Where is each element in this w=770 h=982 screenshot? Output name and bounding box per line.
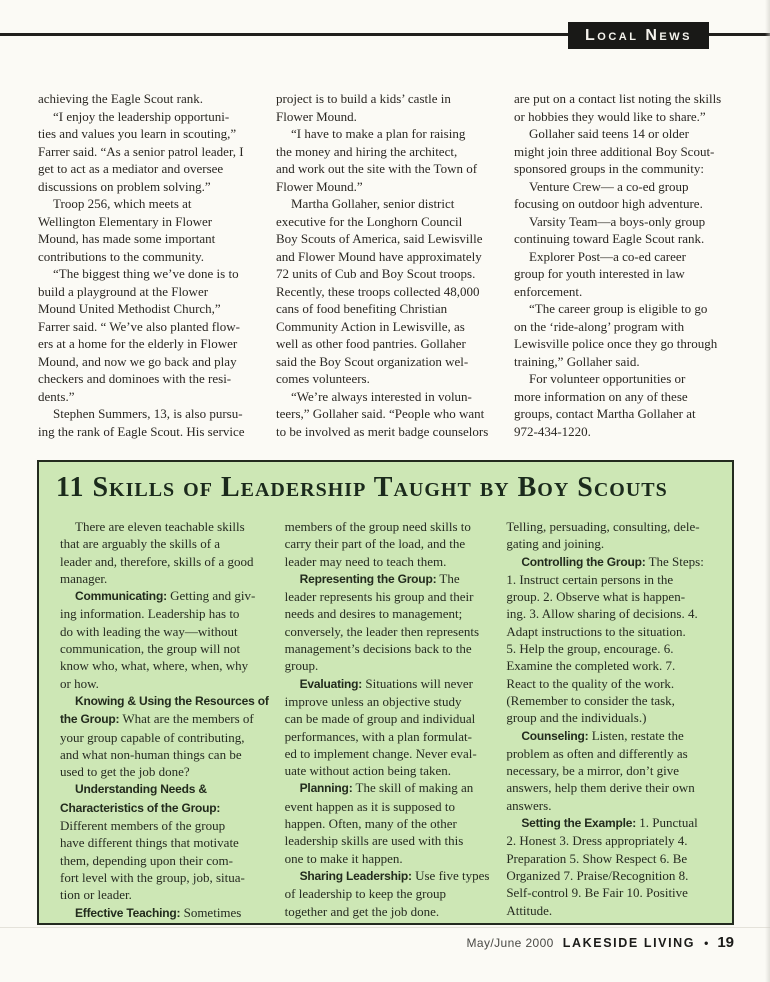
text-line: know who, what, where, when, why xyxy=(60,658,249,674)
text-line: ing. 3. Allow sharing of decisions. 4. xyxy=(506,606,698,622)
text-line: Effective Teaching: Sometimes xyxy=(75,904,242,920)
text-line: Community Action in Lewisville, as xyxy=(276,318,465,334)
text-line: Mound United Methodist Church,” xyxy=(38,301,221,316)
text-line: checkers and dominoes with the resi- xyxy=(38,371,232,386)
text-line: Flower Mound. xyxy=(276,108,357,124)
text-line: group and the individuals.) xyxy=(506,710,647,726)
local-news-badge xyxy=(568,22,709,49)
skills-column-3 xyxy=(506,518,712,922)
text-line: 5. Help the group, encourage. 6. xyxy=(506,641,674,657)
text-line: together and get the job done. xyxy=(284,903,440,919)
text-line: that are arguably the skills of a xyxy=(60,536,221,552)
text-line: Understanding Needs & xyxy=(75,782,207,797)
text-line: uate without action being taken. xyxy=(284,763,452,779)
text-line: or how. xyxy=(60,675,99,691)
footer-page-number: 19 xyxy=(717,934,734,951)
text-line: performances, with a plan formulat- xyxy=(284,728,472,744)
text-line: 972-434-1220. xyxy=(514,423,591,439)
footer-publication-name: LAKESIDE LIVING xyxy=(562,936,696,950)
text-line: Recently, these troops collected 48,000 xyxy=(276,283,480,299)
text-line: “I enjoy the leadership opportuni- xyxy=(53,108,230,124)
text-line: Attitude. xyxy=(506,902,553,918)
skills-column-1 xyxy=(60,518,269,922)
text-line: 2. Honest 3. Dress appropriately 4. xyxy=(506,833,688,849)
text-line: them, depending upon their com- xyxy=(60,852,233,868)
text-line: the money and hiring the architect, xyxy=(276,143,458,159)
text-line: For volunteer opportunities or xyxy=(529,371,686,386)
text-line: “The career group is eligible to go xyxy=(529,301,708,316)
text-line: sponsored groups in the community: xyxy=(514,161,704,176)
text-line: comes volunteers. xyxy=(276,371,370,386)
text-line: tion or leader. xyxy=(60,887,132,903)
text-line: more information on any of these xyxy=(514,388,688,404)
text-line: Setting the Example: 1. Punctual xyxy=(521,815,698,831)
text-line: members of the group need skills to xyxy=(284,519,471,534)
text-line: Sharing Leadership: Use five types xyxy=(299,867,490,883)
text-line: Farrer said. “ We’ve also planted flow- xyxy=(38,318,240,334)
text-line: cans of food benefiting Christian xyxy=(276,301,448,316)
text-line: answers. xyxy=(506,797,552,813)
text-line: contributions to the community. xyxy=(38,248,204,264)
text-line: Stephen Summers, 13, is also pursu- xyxy=(53,406,243,421)
text-line: enforcement. xyxy=(514,283,583,299)
text-line: training,” Gollaher said. xyxy=(514,353,640,369)
text-line: happen. Often, many of the other xyxy=(284,816,457,832)
text-line: fort level with the group, job, situa- xyxy=(60,869,245,885)
skills-sidebar-box xyxy=(37,460,734,925)
text-line: can be made of group and individual xyxy=(284,711,476,727)
text-line: build a playground at the Flower xyxy=(38,283,209,299)
text-line: group. 2. Observe what is happen- xyxy=(506,589,686,605)
text-line: group. xyxy=(284,658,319,674)
text-line: are put on a contact list noting the skills xyxy=(514,91,722,106)
text-line: Farrer said. “As a senior patrol leader, I xyxy=(38,143,244,159)
text-line: “We’re always interested in volun- xyxy=(291,388,472,404)
text-line: Counseling: Listen, restate the xyxy=(521,727,684,743)
text-line: event happen as it is supposed to xyxy=(284,798,456,814)
text-line: used to get the job done? xyxy=(60,764,190,780)
text-line: Flower Mound.” xyxy=(276,178,363,194)
text-line: ing the rank of Eagle Scout. His service xyxy=(38,423,245,439)
footer-issue-date: May/June 2000 xyxy=(466,936,554,950)
text-line: management’s decisions back to the xyxy=(284,641,472,657)
text-line: executive for the Longhorn Council xyxy=(276,213,463,229)
text-line: well as other food pantries. Gollaher xyxy=(276,336,466,351)
text-line: Boy Scouts of America, said Lewisville xyxy=(276,231,483,246)
text-line: conversely, the leader then represents xyxy=(284,623,480,639)
text-line: ed to implement change. Never eval- xyxy=(284,745,477,761)
text-line: Planning: The skill of making an xyxy=(299,780,474,796)
text-line: carry their part of the load, and the xyxy=(284,536,466,552)
text-line: necessary, be a mirror, don’t give xyxy=(506,763,680,779)
text-line: Characteristics of the Group: xyxy=(60,800,221,815)
text-line: Gollaher said teens 14 or older xyxy=(529,126,689,141)
text-line: There are eleven teachable skills xyxy=(75,519,245,534)
text-line: Telling, persuading, consulting, dele- xyxy=(506,519,700,534)
text-line: groups, contact Martha Gollaher at xyxy=(514,406,696,421)
text-line: do with leading the way—without xyxy=(60,623,238,639)
scan-edge-shadow xyxy=(765,0,770,982)
text-line: and what non-human things can be xyxy=(60,746,242,762)
text-line: Communicating: Getting and giv- xyxy=(75,588,256,604)
text-line: the Group: What are the members of xyxy=(60,711,254,727)
text-line: Mound, has made some important xyxy=(38,231,216,246)
text-line: leader may need to teach them. xyxy=(284,553,447,569)
text-line: group for youth interested in law xyxy=(514,266,685,281)
text-line: Representing the Group: The xyxy=(299,570,460,586)
text-line: Controlling the Group: The Steps: xyxy=(521,553,704,569)
text-line: or hobbies they would like to share.” xyxy=(514,108,706,124)
text-line: “The biggest thing we’ve done is to xyxy=(53,266,239,281)
text-line: dents.” xyxy=(38,388,75,404)
text-line: 1. Instruct certain persons in the xyxy=(506,571,674,587)
article-column-3 xyxy=(514,90,735,440)
text-line: ties and values you learn in scouting,” xyxy=(38,126,237,141)
text-line: problem as often and differently as xyxy=(506,745,688,761)
text-line: have different things that motivate xyxy=(60,835,239,851)
text-line: teers,” Gollaher said. “People who want xyxy=(276,406,485,421)
text-line: Mound, and now we go back and play xyxy=(38,353,237,369)
text-line: ers at a home for the elderly in Flower xyxy=(38,336,238,351)
text-line: project is to build a kids’ castle in xyxy=(276,91,451,106)
page-footer xyxy=(467,934,735,951)
text-line: continuing toward Eagle Scout rank. xyxy=(514,231,705,246)
text-line: might join three additional Boy Scout- xyxy=(514,143,715,159)
text-line: improve unless an objective study xyxy=(284,693,462,709)
skills-box-title: 11 Skills of Leadership Taught by Boy Scouts xyxy=(56,472,668,503)
text-line: Knowing & Using the Resources of xyxy=(75,693,269,708)
text-line: “I have to make a plan for raising xyxy=(291,126,466,141)
text-line: your group capable of contributing, xyxy=(60,729,245,745)
article-column-1 xyxy=(38,90,259,440)
text-line: (Remember to consider the task, xyxy=(506,692,675,708)
text-line: said the Boy Scout organization wel- xyxy=(276,353,469,369)
text-line: Martha Gollaher, senior district xyxy=(291,196,455,211)
skills-box-columns xyxy=(60,518,712,922)
text-line: leadership skills are used with this xyxy=(284,833,464,849)
text-line: on the ‘ride-along’ program with xyxy=(514,318,685,334)
text-line: 72 units of Cub and Boy Scout troops. xyxy=(276,266,476,281)
text-line: of leadership to keep the group xyxy=(284,886,446,902)
text-line: ing information. Leadership has to xyxy=(60,606,240,622)
text-line: get to act as a mediator and oversee xyxy=(38,161,224,176)
text-line: needs and desires to management; xyxy=(284,606,463,622)
text-line: Self-control 9. Be Fair 10. Positive xyxy=(506,885,688,901)
text-line: communication, the group will not xyxy=(60,641,241,657)
text-line: Adapt instructions to the situation. xyxy=(506,623,686,639)
footer-rule xyxy=(0,927,770,928)
text-line: Different members of the group xyxy=(60,818,226,834)
text-line: Preparation 5. Show Respect 6. Be xyxy=(506,850,688,866)
text-line: React to the quality of the work. xyxy=(506,675,675,691)
text-line: discussions on problem solving.” xyxy=(38,178,211,194)
text-line: Organized 7. Praise/Recognition 8. xyxy=(506,867,689,883)
text-line: and work out the site with the Town of xyxy=(276,161,478,176)
text-line: and Flower Mound have approximately xyxy=(276,248,482,264)
text-line: Troop 256, which meets at xyxy=(53,196,192,211)
text-line: leader and, therefore, skills of a good xyxy=(60,553,254,569)
skills-column-2 xyxy=(285,518,491,922)
article-body xyxy=(38,90,735,440)
text-line: Venture Crew— a co-ed group xyxy=(529,178,689,194)
article-column-2 xyxy=(276,90,497,440)
text-line: gating and joining. xyxy=(506,536,605,552)
footer-bullet: • xyxy=(704,936,709,950)
text-line: leader represents his group and their xyxy=(284,589,474,605)
text-line: achieving the Eagle Scout rank. xyxy=(38,91,203,106)
text-line: one to make it happen. xyxy=(284,850,403,866)
text-line: to be involved as merit badge counselors xyxy=(276,423,489,439)
text-line: Wellington Elementary in Flower xyxy=(38,213,213,229)
text-line: focusing on outdoor high adventure. xyxy=(514,196,703,211)
text-line: Explorer Post—a co-ed career xyxy=(529,248,687,264)
text-line: answers, help them derive their own xyxy=(506,780,695,796)
text-line: Varsity Team—a boys-only group xyxy=(529,213,706,229)
text-line: Evaluating: Situations will never xyxy=(299,675,473,691)
text-line: manager. xyxy=(60,570,108,586)
text-line: Lewisville police once they go through xyxy=(514,336,718,351)
local-news-label: Local News xyxy=(585,26,692,44)
text-line: Examine the completed work. 7. xyxy=(506,658,676,674)
